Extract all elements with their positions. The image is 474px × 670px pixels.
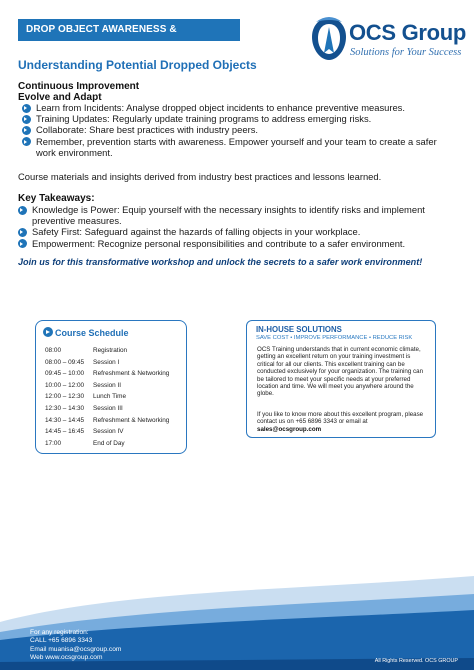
- schedule-row: 08:00 – 09:45 Session I: [45, 358, 120, 366]
- schedule-table: [45, 347, 185, 451]
- sales-email-link[interactable]: sales@ocsgroup.com: [257, 426, 322, 433]
- inhouse-solutions-panel: [246, 320, 436, 438]
- schedule-row: 12:30 – 14:30 Session III: [45, 404, 123, 412]
- footer-web[interactable]: Web www.ocsgroup.com: [30, 653, 103, 661]
- list-item: Training Updates: Regularly update training programs to address emerging risks.: [22, 113, 452, 124]
- improvement-list: [22, 102, 452, 158]
- list-item: Knowledge is Power: Equip yourself with the necessary insights to identify risks and implement preventive measures.: [18, 204, 452, 226]
- bullet-arrow-icon: [22, 115, 31, 124]
- ocs-logo: [310, 16, 467, 62]
- inhouse-subtitle: SAVE COST • IMPROVE PERFORMANCE • REDUCE RISK: [256, 335, 413, 341]
- page-title: Understanding Potential Dropped Objects: [18, 58, 257, 72]
- schedule-row: 17:00 End of Day: [45, 439, 125, 447]
- schedule-row: 12:00 – 12:30 Lunch Time: [45, 393, 127, 401]
- schedule-row: 10:00 – 12:00 Session II: [45, 381, 122, 389]
- bullet-arrow-icon: [22, 126, 31, 135]
- list-item: Learn from Incidents: Analyse dropped object incidents to enhance preventive measures.: [22, 102, 452, 113]
- section-heading-continuous-improvement: Continuous Improvement: [18, 81, 140, 92]
- bullet-arrow-icon: [22, 137, 31, 146]
- bullet-arrow-icon: [22, 104, 31, 113]
- logo-name: OCS Group: [349, 20, 467, 45]
- call-to-action: Join us for this transformative workshop and unlock the secrets to a safer work environment!: [18, 257, 423, 267]
- bullet-arrow-icon: [18, 228, 27, 237]
- list-item: Remember, prevention starts with awareness. Empower yourself and your team to create a safer work environment.: [22, 136, 452, 158]
- ocs-logo-icon: [310, 16, 348, 62]
- takeaways-heading: Key Takeaways:: [18, 193, 95, 204]
- footer-phone: CALL +65 6896 3343: [30, 637, 93, 645]
- arrow-circle-icon: [43, 327, 53, 337]
- copyright-text: All Rights Reserved. OCS GROUP: [374, 658, 458, 664]
- logo-tagline: Solutions for Your Success: [350, 47, 462, 58]
- inhouse-title: IN-HOUSE SOLUTIONS: [256, 325, 342, 334]
- schedule-row: 08:00 Registration: [45, 347, 128, 354]
- bullet-arrow-icon: [18, 239, 27, 248]
- course-note: Course materials and insights derived from industry best practices and lessons learned.: [18, 171, 382, 182]
- registration-contact: [30, 629, 121, 662]
- schedule-heading: Course Schedule: [43, 327, 129, 338]
- schedule-row: 14:45 – 16:45 Session IV: [45, 428, 124, 436]
- list-item: Safety First: Safeguard against the hazards of falling objects in your workplace.: [18, 226, 452, 237]
- footer-line: For any registration:: [30, 629, 89, 636]
- footer-email[interactable]: Email muanisa@ocsgroup.com: [30, 645, 122, 653]
- inhouse-body: OCS Training understands that in current economic climate, getting an excellent return on your training investment is critical for all our clients. This excellent training can be conducted exclusively for your organization. The training can be tailored to meet your specific needs at your preferred location and time. We will meet you anywhere around the globe.: [257, 346, 424, 398]
- list-item: Collaborate: Share best practices with industry peers.: [22, 124, 452, 135]
- schedule-row: 14:30 – 14:45 Refreshment & Networking: [45, 416, 170, 424]
- takeaways-list: [18, 204, 452, 249]
- document-banner: DROP OBJECT AWARENESS & PREVENTION: [18, 19, 240, 41]
- list-item: Empowerment: Recognize personal responsibilities and contribute to a safer environment.: [18, 238, 452, 249]
- schedule-row: 09:45 – 10:00 Refreshment & Networking: [45, 370, 170, 378]
- bullet-arrow-icon: [18, 206, 27, 215]
- inhouse-contact: If you like to know more about this excellent program, please contact us on +65 6896 3343 or email at: [257, 411, 424, 426]
- section-heading-evolve-adapt: Evolve and Adapt: [18, 92, 102, 103]
- course-schedule-panel: [35, 320, 187, 454]
